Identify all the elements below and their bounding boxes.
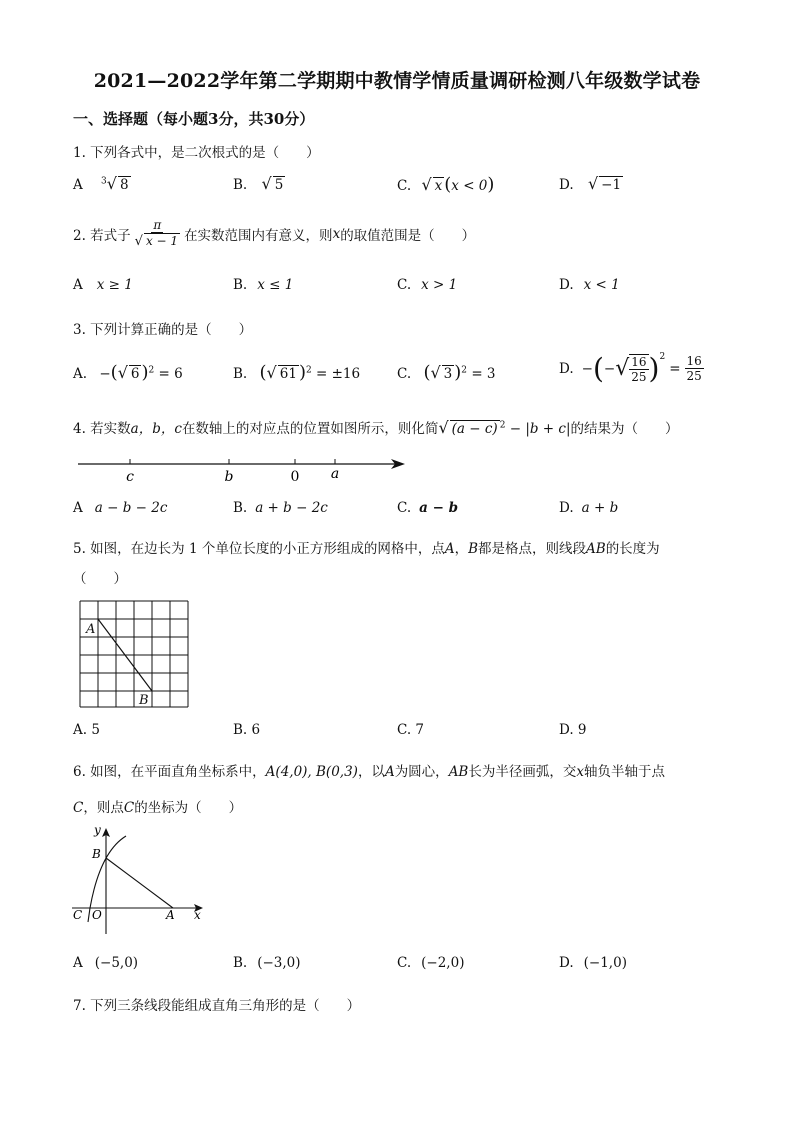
q5-comma: ， (454, 541, 469, 557)
radicand: 61 (279, 366, 297, 382)
question-7-stem: 7. 下列三条线段能组成直角三角形的是（ ） (73, 998, 361, 1014)
coordinate-figure (70, 822, 210, 940)
q6-option-c[interactable] (397, 955, 464, 971)
label-b: b (224, 469, 234, 485)
segment-ab-line (106, 858, 173, 908)
label-b: B (92, 847, 101, 861)
q3-option-c[interactable]: C. (√ 3 )$^2$ = 3 (397, 362, 496, 383)
question-4-stem: 4. 若实数a，b，c在数轴上的对应点的位置如图所示，则化简√ (a − c) $^2$ − |b + c|的结果为（ ） (73, 418, 679, 437)
q4-option-c[interactable] (397, 500, 458, 516)
rhs: = 6 (158, 366, 183, 382)
point-a: A (384, 764, 395, 780)
fraction-numerator: 16 (686, 354, 702, 368)
option-letter: A (73, 955, 83, 971)
rhs: = ±16 (316, 366, 361, 382)
option-value: (−1,0) (583, 955, 627, 971)
option-letter: A. (73, 366, 88, 382)
grid-label-b: B (139, 693, 149, 708)
label-o: O (92, 908, 102, 922)
exponent: 2 (461, 365, 468, 376)
option-value: x ≥ 1 (96, 277, 133, 293)
option-letter: B. (233, 277, 248, 293)
option-value: x > 1 (421, 277, 458, 293)
root-index: 3 (101, 176, 107, 187)
q2-option-b[interactable] (233, 277, 293, 293)
radicand: 3 (443, 366, 453, 382)
q6-option-b[interactable] (233, 955, 301, 971)
label-a: a (330, 466, 340, 482)
fraction-denominator: 25 (631, 369, 647, 384)
q6-text-5: 轴负半轴于点 (583, 764, 665, 780)
option-value: x < 1 (583, 277, 620, 293)
q3-option-a[interactable]: A. −(√ 6 )$^2$ = 6 (73, 362, 183, 383)
q2-option-c[interactable] (397, 277, 457, 293)
q6-text-1: 6. 如图，在平面直角坐标系中， (73, 764, 266, 780)
option-letter: D. (559, 277, 574, 293)
label-0: 0 (290, 469, 300, 485)
option-value: (−2,0) (421, 955, 465, 971)
option-value: a − b (419, 500, 459, 516)
expression-tail: − |b + c| (509, 421, 571, 437)
axis-label-y: y (94, 823, 101, 837)
q6-option-a[interactable] (73, 955, 138, 971)
exponent: 2 (148, 365, 155, 376)
q1-option-c[interactable]: C. √ x (x < 0) (397, 174, 495, 195)
exponent: 2 (305, 365, 312, 376)
grid-figure (79, 600, 191, 710)
variables: a，b，c (130, 421, 182, 437)
exam-title: 2021—2022学年第二学期期中教情学情质量调研检测八年级数学试卷 (93, 70, 701, 92)
q2-text-pre: 2. 若式子 (73, 227, 131, 244)
exponent: 2 (659, 352, 666, 362)
option-value: a − b − 2c (94, 500, 168, 516)
q5-option-b[interactable]: B. 6 (233, 722, 261, 738)
grid-label-a: A (86, 622, 96, 637)
q1-option-d[interactable]: D. √ −1 (559, 174, 622, 193)
segment-ab: AB (448, 764, 469, 780)
radicand: 6 (130, 366, 140, 382)
q5-option-d[interactable]: D. 9 (559, 722, 587, 738)
question-2-stem (73, 218, 475, 249)
q6-text-3: 为圆心， (394, 764, 449, 780)
option-value: a + b (581, 500, 619, 516)
axis-label-x: x (194, 908, 201, 922)
radicand: (a − c) (451, 421, 498, 437)
option-letter: D. (559, 177, 574, 193)
option-letter: B. (233, 177, 248, 193)
option-value: a + b − 2c (255, 500, 328, 516)
x-var: x (576, 764, 584, 780)
option-letter: C. (397, 955, 412, 971)
label-c: c (126, 469, 134, 485)
q6-text-2: ，以 (357, 764, 385, 780)
q2-text-post2: 的取值范围是（ ） (340, 227, 476, 244)
option-letter: A (73, 177, 83, 193)
point-c-2: C (123, 800, 135, 816)
condition: x < 0 (451, 178, 488, 194)
q5-option-c[interactable]: C. 7 (397, 722, 425, 738)
q4-text-1: 4. 若实数 (73, 421, 131, 437)
option-letter: B. (233, 366, 248, 382)
q5-text-2: 都是格点，则线段 (478, 541, 587, 557)
point-a: A (444, 541, 455, 557)
q2-option-d[interactable] (559, 277, 620, 293)
option-letter: B. (233, 500, 248, 516)
q4-text-2: 在数轴上的对应点的位置如图所示，则化简 (181, 421, 439, 437)
q4-text-3: 的结果为（ ） (570, 421, 679, 437)
q5-text-3: 的长度为 (605, 541, 660, 557)
option-value: (−5,0) (94, 955, 139, 971)
label-a: A (166, 908, 175, 922)
q2-fraction: $\frac{\pi}{√ x - 1}$ (134, 218, 179, 249)
q6-text-4: 长为半径画弧，交 (468, 764, 577, 780)
q2-option-a[interactable] (73, 277, 133, 293)
option-value: x ≤ 1 (257, 277, 294, 293)
q4-option-a[interactable] (73, 500, 167, 516)
option-letter: C. (397, 500, 412, 516)
option-letter: A (73, 500, 83, 516)
option-value: (−3,0) (257, 955, 301, 971)
q4-option-d[interactable] (559, 500, 618, 516)
question-6-stem (73, 760, 665, 780)
option-letter: B. (233, 955, 248, 971)
number-line-figure (73, 452, 413, 488)
q5-option-a[interactable]: A. 5 (73, 722, 100, 738)
q4-option-b[interactable] (233, 500, 328, 516)
q5-text-1: 5. 如图，在边长为 1 个单位长度的小正方形组成的网格中，点 (73, 541, 445, 557)
point-c: C (73, 800, 84, 816)
q6-text-6: ，则点 (83, 800, 124, 816)
fraction-numerator: π (153, 218, 162, 232)
question-6-line2 (73, 796, 242, 816)
point-b: B (468, 541, 479, 557)
option-letter: C. (397, 277, 412, 293)
q3-option-b[interactable]: B. (√ 61 )$^2$ = ±16 (233, 362, 361, 383)
question-1-stem: 1. 下列各式中，是二次根式的是（ ） (73, 145, 320, 161)
grid-lines (80, 601, 188, 707)
q3-option-d[interactable]: D. − ( − √ $\frac{16}{25}$ ) $^2$ = $\frac{16}{25}$ (559, 352, 702, 385)
points: A(4,0), B(0,3) (265, 764, 358, 780)
radicand: 8 (119, 177, 129, 193)
variable: x (332, 225, 341, 242)
q3-d-fraction (629, 354, 648, 384)
q2-text-post: 在实数范围内有意义，则 (184, 227, 333, 244)
fraction-numerator: 16 (631, 354, 647, 369)
option-letter: C. (397, 366, 412, 382)
q3-d-result (685, 354, 704, 383)
radicand: 5 (274, 177, 284, 193)
fraction-denominator: 25 (686, 369, 702, 383)
option-letter: D. (559, 955, 574, 971)
q1-option-b[interactable]: B. √ 5 (233, 174, 284, 193)
option-letter: C. (397, 178, 412, 194)
option-letter: A (73, 277, 83, 293)
option-letter: D. (559, 500, 574, 516)
option-letter: D. (559, 360, 574, 377)
radicand: −1 (601, 177, 622, 193)
q6-option-d[interactable] (559, 955, 627, 971)
rhs: = 3 (471, 366, 496, 382)
section-heading: 一、选择题（每小题3分，共30分） (73, 110, 315, 128)
question-3-stem: 3. 下列计算正确的是（ ） (73, 322, 253, 338)
fraction-denominator: x − 1 (145, 234, 179, 248)
question-5-stem (73, 537, 660, 557)
q6-text-7: 的坐标为（ ） (134, 800, 243, 816)
q5-answer-paren: （ ） (73, 571, 127, 587)
segment-ab: AB (586, 541, 606, 557)
radicand: x (434, 178, 443, 194)
q1-option-a[interactable]: A $^3$√ 8 (73, 174, 129, 193)
label-c: C (73, 908, 83, 922)
